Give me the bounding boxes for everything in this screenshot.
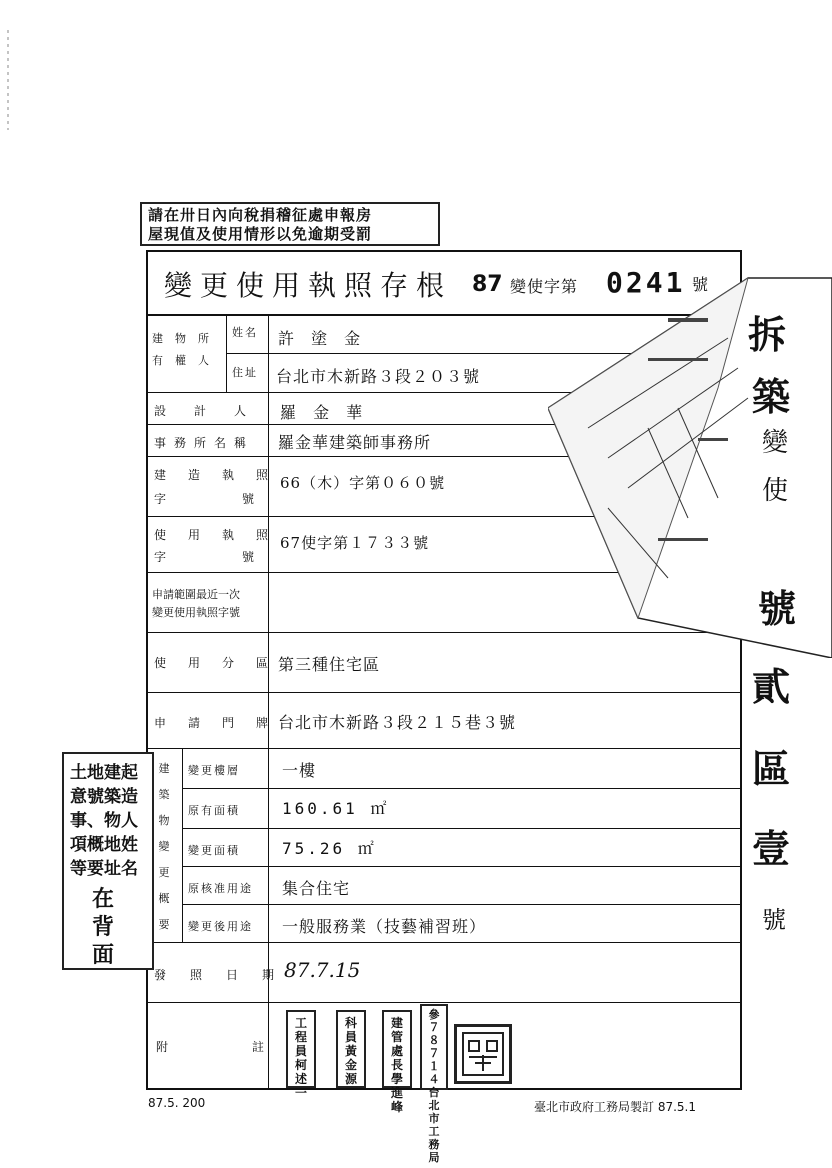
zoning-value: 第三種住宅區 (278, 655, 381, 674)
stamp-director (382, 1010, 412, 1114)
footer-left: 87.5. 200 (148, 1096, 206, 1110)
build-permit-value: 66（木）字第０６０號 (280, 474, 446, 492)
designer-value: 羅 金 華 (280, 403, 369, 422)
owner-name-label: 姓名 (232, 326, 258, 339)
edge-char-5: 號 (758, 586, 797, 631)
edge-char-2: 築 (752, 374, 791, 419)
change-row-5-value: 一般服務業（技藝補習班） (282, 917, 487, 936)
change-row-1-value: 一樓 (282, 761, 317, 780)
row-line-13 (148, 942, 740, 943)
side-note-line-1: 土地建起 (70, 763, 138, 783)
side-note-big-2: 背 (92, 914, 115, 940)
title-hao: 號 (692, 275, 709, 294)
side-note-box (62, 752, 154, 970)
office-value: 羅金華建築師事務所 (278, 433, 432, 452)
office-label: 事務所名稱 (154, 436, 255, 450)
stamp-bureau-text: 參７８７１４台北市工務局 (428, 1008, 440, 1164)
remarks-label-b: 註 (252, 1040, 275, 1054)
row-line-7 (148, 692, 740, 693)
official-seal (454, 1024, 512, 1084)
row-line-14 (148, 1002, 740, 1003)
side-note-line-5: 等要址名 (70, 859, 138, 879)
stamp-engineer (286, 1010, 316, 1100)
recent-change-label-top: 申請範圍最近一次 (152, 588, 240, 601)
use-permit-label-top: 使用執照 (154, 528, 291, 542)
edge-char-4: 使 (762, 476, 789, 506)
tax-notice-box (140, 202, 440, 246)
side-note-line-2: 意號築造 (70, 787, 138, 807)
build-permit-label-top: 建造執照 (154, 468, 291, 482)
owner-address: 台北市木新路３段２０３號 (276, 367, 481, 386)
side-note-big-3: 面 (92, 942, 115, 968)
stamp-bureau (420, 1004, 448, 1164)
change-row-5-label: 變更後用途 (188, 920, 253, 933)
title-zi: 變使字第 (510, 277, 579, 296)
stamp-director-text: 建管處長學進峰 (390, 1016, 403, 1114)
build-permit-label-bottom: 字號 (154, 492, 331, 506)
form-title: 變更使用執照存根 (164, 269, 453, 302)
owner-label: 建物所有權人 (152, 332, 221, 367)
change-row-3-label: 變更面積 (188, 844, 240, 857)
door-plate-value: 台北市木新路３段２１５巷３號 (278, 713, 517, 732)
use-permit-label-bottom: 字號 (154, 550, 331, 564)
edge-char-8: 壹 (752, 826, 791, 871)
scan-edge-mark (2, 30, 14, 130)
edge-char-6: 貳 (752, 664, 791, 709)
stamp-clerk (336, 1010, 366, 1088)
change-row-2-label: 原有面積 (188, 804, 240, 817)
permit-number: 0241 (606, 266, 686, 299)
row-line-12 (182, 904, 740, 905)
door-plate-label: 申請門牌 (154, 716, 291, 730)
edge-char-7: 區 (752, 746, 791, 791)
zoning-label: 使用分區 (154, 656, 291, 670)
row-line-9 (182, 788, 740, 789)
stamp-clerk-text: 科員黃金源 (344, 1016, 357, 1086)
edge-char-9: 號 (762, 906, 786, 934)
row-line-10 (182, 828, 740, 829)
change-row-1-label: 變更樓層 (188, 764, 240, 777)
change-group-divider (182, 748, 183, 942)
official-seal-icon (457, 1027, 509, 1081)
tax-notice-line-1: 請在卅日內向稅捐稽征處申報房 (148, 206, 373, 224)
owner-address-label: 住址 (232, 366, 258, 379)
issue-date-value: 87.7.15 (284, 958, 361, 982)
recent-change-label-bottom: 變更使用執照字號 (152, 606, 240, 619)
designer-label: 設計人 (154, 404, 275, 418)
owner-sub-divider (226, 314, 227, 392)
row-line-11 (182, 866, 740, 867)
building-change-group-label: 建築物變更概要 (158, 762, 170, 931)
side-note-line-4: 項概地姓 (70, 835, 138, 855)
stamp-engineer-text: 工程員柯述一 (294, 1016, 307, 1100)
edge-char-1: 拆 (748, 312, 787, 357)
side-note-line-3: 事、物人 (70, 811, 138, 831)
tax-notice-line-2: 屋現值及使用情形以免逾期受罰 (148, 225, 373, 243)
edge-char-3: 變 (762, 428, 789, 458)
change-row-2-value: 160.61 ㎡ (282, 799, 390, 818)
side-note-big-1: 在 (92, 886, 115, 912)
change-row-3-value: 75.26 ㎡ (282, 839, 377, 858)
remarks-label-a: 附 (156, 1040, 179, 1054)
change-row-4-label: 原核准用途 (188, 882, 253, 895)
use-permit-value: 67使字第１７３３號 (280, 534, 430, 552)
change-row-4-value: 集合住宅 (282, 879, 351, 898)
issue-date-label: 發照日期 (154, 968, 299, 982)
row-line-8 (148, 748, 740, 749)
title-year: 87 (472, 272, 503, 297)
footer-right: 臺北市政府工務局製訂 87.5.1 (534, 1100, 696, 1114)
owner-name: 許 塗 金 (278, 329, 367, 348)
